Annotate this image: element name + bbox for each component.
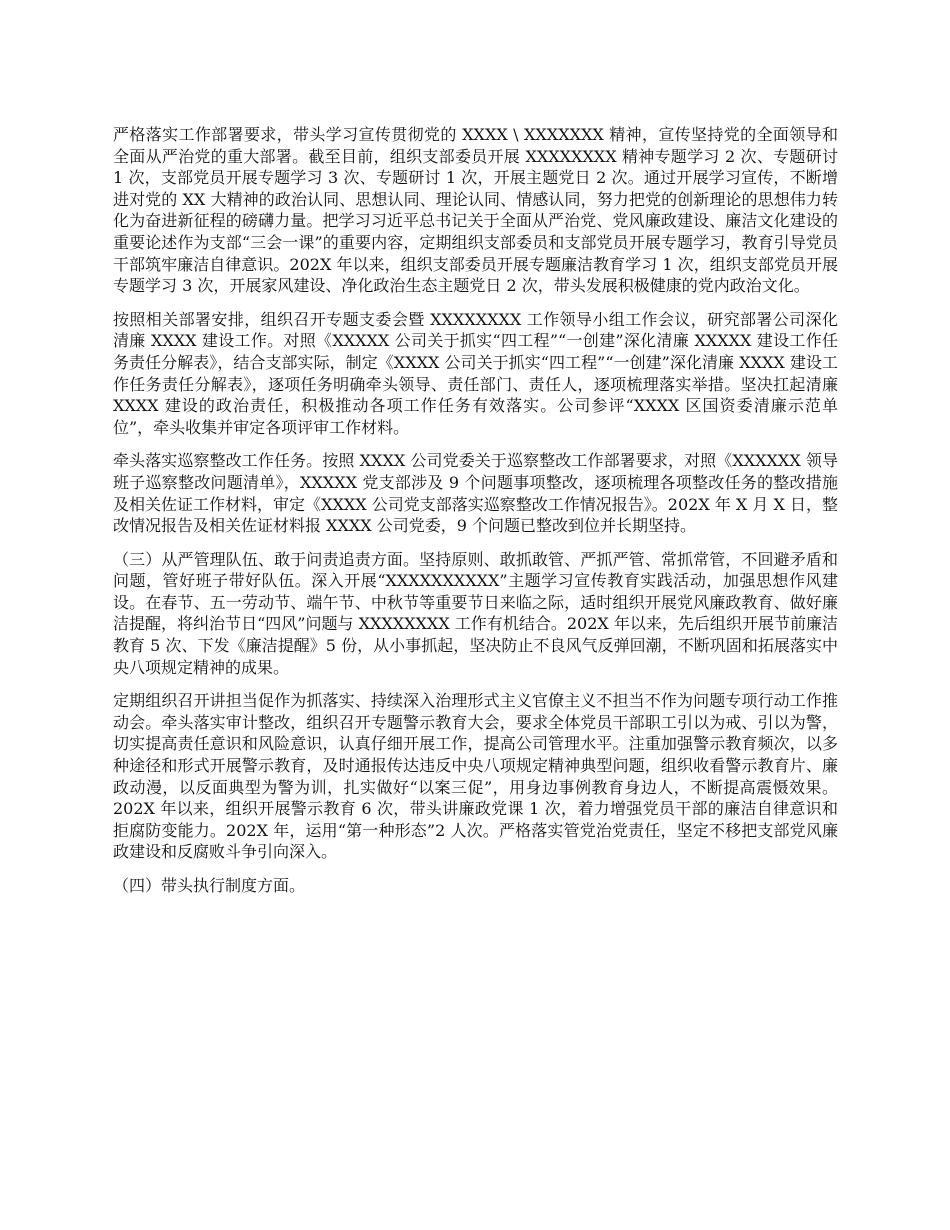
document-body	[113, 124, 838, 909]
section-heading-system-execution: （四）带头执行制度方面。	[113, 876, 306, 895]
paragraph-inspection-rectification: 牵头落实巡察整改工作任务。按照 XXXX 公司党委关于巡察整改工作部署要求，对照《XXXXXX 领导班子巡察整改问题清单》，XXXXX 党支部涉及 9 个问题事项整改，逐项梳理各项整改任务的整改措施及相关佐证工作材料，审定《XXXX 公司党支部落实巡察整改工作情况报告》。202X 年 X 月 X 日，整改情况报告及相关佐证材料报 XXXX 公司党委，9 个问题已整改到位并长期坚持。	[113, 451, 838, 536]
paragraph-study-publicity: 严格落实工作部署要求，带头学习宣传贯彻党的 XXXX \ XXXXXXX 精神，宣传坚持党的全面领导和全面从严治党的重大部署。截至目前，组织支部委员开展 XXXXXXXX 精神专题学习 2 次、专题研讨 1 次，支部党员开展专题学习 3 次、专题研讨 1 次，开展主题党日 2 次。通过开展学习宣传，不断增进对党的 XX 大精神的政治认同、思想认同、理论认同、情感认同，努力把党的创新理论的思想伟力转化为奋进新征程的磅礴力量。把学习习近平总书记关于全面从严治党、党风廉政建设、廉洁文化建设的重要论述作为支部“三会一课”的重要内容，定期组织支部委员和支部党员开展专题学习，教育引导党员干部筑牢廉洁自律意识。202X 年以来，组织支部委员开展专题廉洁教育学习 1 次，组织支部党员开展专题学习 3 次，开展家风建设、净化政治生态主题党日 2 次，带头发展积极健康的党内政治文化。	[113, 125, 838, 296]
paragraph-team-management: （三）从严管理队伍、敢于问责追责方面。坚持原则、敢抓敢管、严抓严管、常抓常管，不回避矛盾和问题，管好班子带好队伍。深入开展“XXXXXXXXXX”主题学习宣传教育实践活动，加强思想作风建设。在春节、五一劳动节、端午节、中秋节等重要节日来临之际，适时组织开展党风廉政教育、做好廉洁提醒，将纠治节日“四风”问题与 XXXXXXXX 工作有机结合。202X 年以来，先后组织开展节前廉洁教育 5 次、下发《廉洁提醒》5 份，从小事抓起，坚决防止不良风气反弹回潮，不断巩固和拓展落实中央八项规定精神的成果。	[113, 549, 838, 677]
paragraph-warning-education: 定期组织召开讲担当促作为抓落实、持续深入治理形式主义官僚主义不担当不作为问题专项行动工作推动会。牵头落实审计整改，组织召开专题警示教育大会，要求全体党员干部职工引以为戒、引以为警，切实提高责任意识和风险意识，认真仔细开展工作，提高公司管理水平。注重加强警示教育频次，以多种途径和形式开展警示教育，及时通报传达违反中央八项规定精神典型问题，组织收看警示教育片、廉政动漫，以反面典型为警为训，扎实做好“以案三促”，用身边事例教育身边人，不断提高震慑效果。202X 年以来，组织开展警示教育 6 次，带头讲廉政党课 1 次，着力增强党员干部的廉洁自律意识和拒腐防变能力。202X 年，运用“第一种形态”2 人次。严格落实管党治党责任，坚定不移把支部党风廉政建设和反腐败斗争引向深入。	[113, 691, 838, 862]
paragraph-clean-construction: 按照相关部署安排，组织召开专题支委会暨 XXXXXXXX 工作领导小组工作会议，研究部署公司深化清廉 XXXX 建设工作。对照《XXXXX 公司关于抓实“四工程”“一创建”深化清廉 XXXXX 建设工作任务责任分解表》，结合支部实际，制定《XXXX 公司关于抓实“四工程”“一创建”深化清廉 XXXX 建设工作任务责任分解表》，逐项任务明确牵头领导、责任部门、责任人，逐项梳理落实举措。坚决扛起清廉 XXXX 建设的政治责任，积极推动各项工作任务有效落实。公司参评“XXXX 区国资委清廉示范单位”，牵头收集并审定各项评审工作材料。	[113, 309, 838, 437]
